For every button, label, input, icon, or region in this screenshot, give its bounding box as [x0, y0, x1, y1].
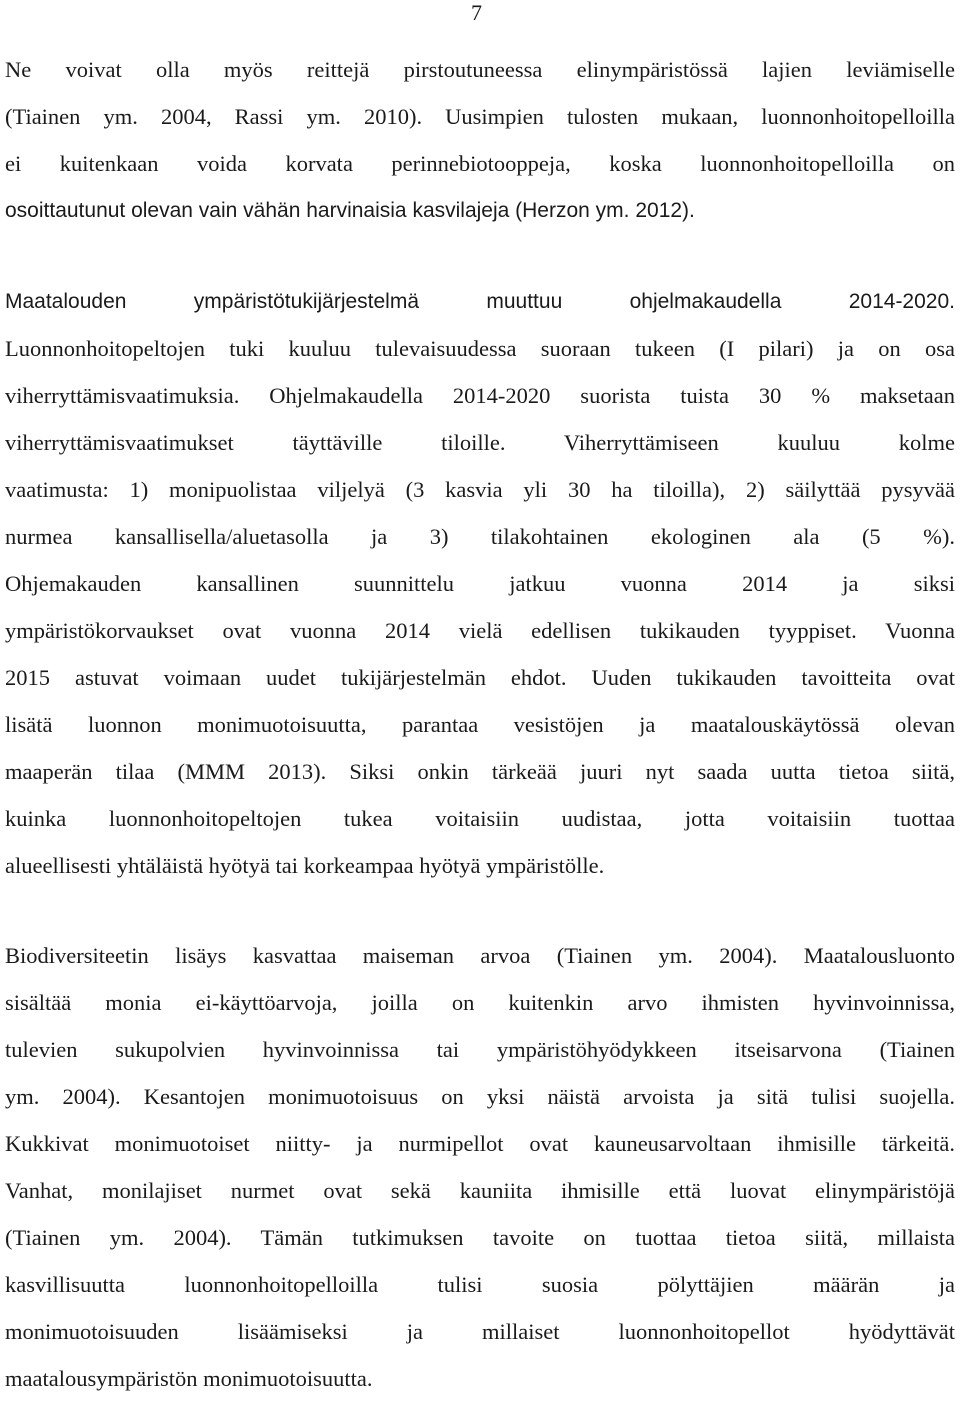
paragraph-subsidy-system — [5, 278, 955, 889]
text-line: vaatimusta: 1) monipuolistaa viljelyä (3 kasvia yli 30 ha tiloilla), 2) säilyttää pysyvää — [5, 477, 955, 502]
text-line: (Tiainen ym. 2004). Tämän tutkimuksen tavoite on tuottaa tietoa siitä, millaista — [5, 1225, 955, 1250]
text-line: alueellisesti yhtäläistä hyötyä tai korkeampaa hyötyä ympäristölle. — [5, 853, 605, 878]
text-line: maatalousympäristön monimuotoisuutta. — [5, 1366, 373, 1391]
text-line: nurmea kansallisella/aluetasolla ja 3) tilakohtainen ekologinen ala (5 %). — [5, 524, 955, 549]
text-line: ei kuitenkaan voida korvata perinnebiotooppeja, koska luonnonhoitopelloilla on — [5, 151, 955, 176]
text-line: ympäristökorvaukset ovat vuonna 2014 vielä edellisen tukikauden tyyppiset. Vuonna — [5, 618, 955, 643]
text-line: Luonnonhoitopeltojen tuki kuuluu tulevaisuudessa suoraan tukeen (I pilari) ja on osa — [5, 336, 955, 361]
text-line: viherryttämisvaatimukset täyttäville tiloille. Viherryttämiseen kuuluu kolme — [5, 430, 955, 455]
text-line: monimuotoisuuden lisäämiseksi ja millaiset luonnonhoitopellot hyödyttävät — [5, 1319, 955, 1344]
text-line: 2015 astuvat voimaan uudet tukijärjestelmän ehdot. Uuden tukikauden tavoitteita ovat — [5, 665, 955, 690]
text-line: Kukkivat monimuotoiset niitty- ja nurmipellot ovat kauneusarvoltaan ihmisille tärkeitä. — [5, 1131, 955, 1156]
text-line: (Tiainen ym. 2004, Rassi ym. 2010). Uusimpien tulosten mukaan, luonnonhoitopelloilla — [5, 104, 955, 129]
paragraph-ecological-corridors — [5, 46, 955, 234]
text-line: Maatalouden ympäristötukijärjestelmä muuttuu ohjelmakaudella 2014-2020. — [5, 290, 955, 313]
text-line: kuinka luonnonhoitopeltojen tukea voitaisiin uudistaa, jotta voitaisiin tuottaa — [5, 806, 955, 831]
text-line: Biodiversiteetin lisäys kasvattaa maiseman arvoa (Tiainen ym. 2004). Maatalousluonto — [5, 943, 955, 968]
text-line: viherryttämisvaatimuksia. Ohjelmakaudella 2014-2020 suorista tuista 30 % maksetaan — [5, 383, 955, 408]
text-line: Ne voivat olla myös reittejä pirstoutuneessa elinympäristössä lajien leviämiselle — [5, 57, 955, 82]
text-line: lisätä luonnon monimuotoisuutta, parantaa vesistöjen ja maatalouskäytössä olevan — [5, 712, 955, 737]
paragraph-biodiversity-value — [5, 932, 955, 1402]
text-line: tulevien sukupolvien hyvinvoinnissa tai ympäristöhyödykkeen itseisarvona (Tiainen — [5, 1037, 955, 1062]
page-number: 7 — [471, 0, 482, 25]
text-line: sisältää monia ei-käyttöarvoja, joilla on kuitenkin arvo ihmisten hyvinvoinnissa, — [5, 990, 955, 1015]
text-line: ym. 2004). Kesantojen monimuotoisuus on yksi näistä arvoista ja sitä tulisi suojella. — [5, 1084, 955, 1109]
text-line: maaperän tilaa (MMM 2013). Siksi onkin tärkeää juuri nyt saada uutta tietoa siitä, — [5, 759, 955, 784]
text-line: osoittautunut olevan vain vähän harvinaisia kasvilajeja (Herzon ym. 2012). — [5, 199, 695, 222]
text-line: kasvillisuutta luonnonhoitopelloilla tulisi suosia pölyttäjien määrän ja — [5, 1272, 955, 1297]
text-line: Vanhat, monilajiset nurmet ovat sekä kauniita ihmisille että luovat elinympäristöjä — [5, 1178, 955, 1203]
text-line: Ohjemakauden kansallinen suunnittelu jatkuu vuonna 2014 ja siksi — [5, 571, 955, 596]
